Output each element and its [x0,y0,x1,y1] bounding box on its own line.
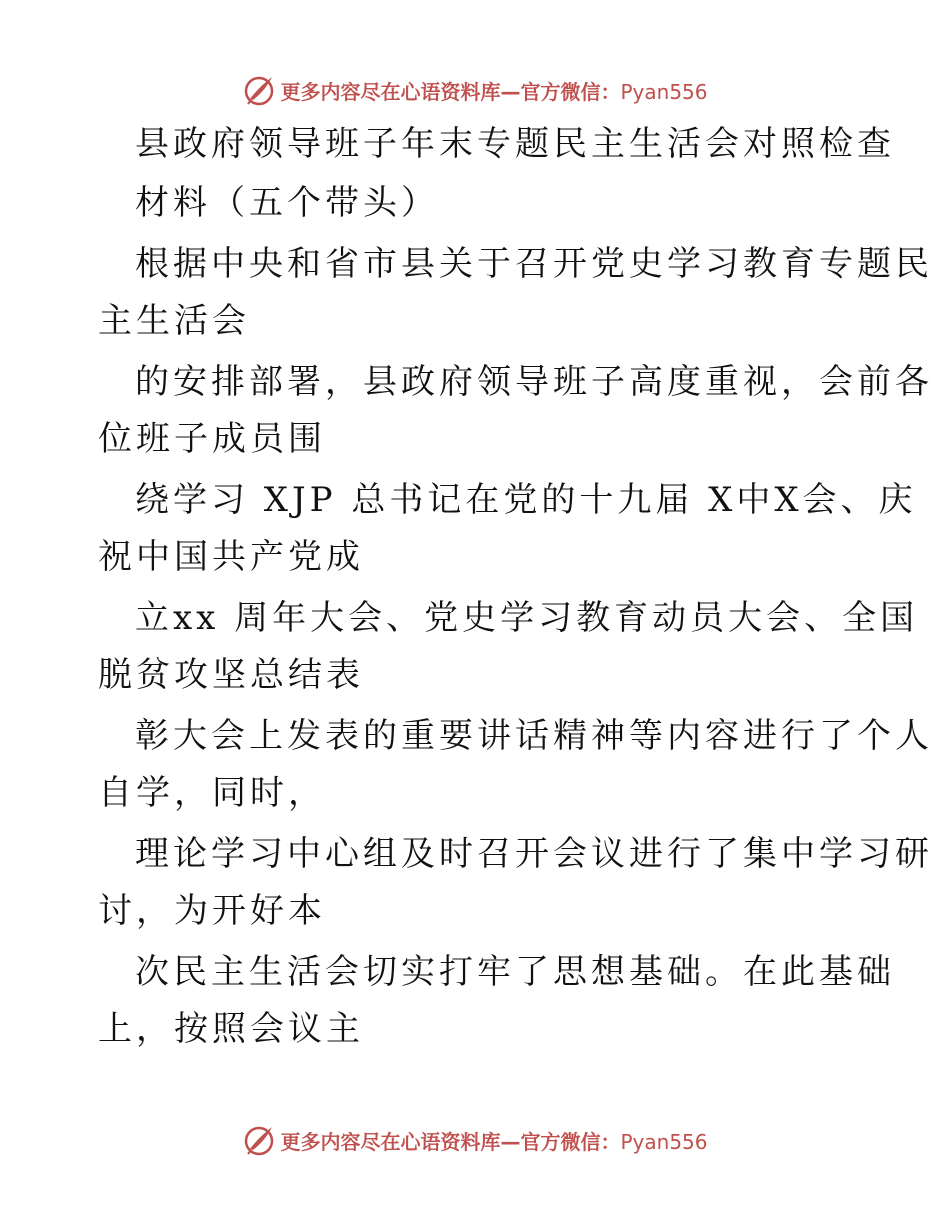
doc-line: 彰大会上发表的重要讲话精神等内容进行了个人 [135,716,933,756]
header-banner [0,70,950,110]
doc-line: 材料（五个带头） [135,183,439,223]
doc-line: 上，按照会议主 [98,1009,364,1049]
doc-line: 县政府领导班子年末专题民主生活会对照检查 [135,124,895,164]
footer-banner [0,1120,950,1160]
doc-line: 祝中国共产党成 [98,537,364,577]
doc-line: 脱贫攻坚总结表 [98,655,364,695]
doc-line: 立xx 周年大会、党史学习教育动员大会、全国 [135,598,919,638]
doc-line: 根据中央和省市县关于召开党史学习教育专题民 [135,244,933,284]
doc-line: 自学，同时， [98,773,326,813]
doc-line: 位班子成员围 [98,419,326,459]
banner-text: 更多内容尽在心语资料库—官方微信：Pyan556 [280,1129,708,1154]
doc-line: 的安排部署，县政府领导班子高度重视，会前各 [135,362,933,402]
doc-line: 次民主生活会切实打牢了思想基础。在此基础 [135,952,895,992]
quill-pen-logo-icon [242,1123,276,1157]
doc-line: 主生活会 [98,301,250,341]
doc-line: 理论学习中心组及时召开会议进行了集中学习研 [135,834,933,874]
doc-line: 绕学习 XJP 总书记在党的十九届 X中X会、庆 [135,480,917,520]
banner-text: 更多内容尽在心语资料库—官方微信：Pyan556 [280,79,708,104]
wechat-id: Pyan556 [620,1129,708,1154]
wechat-id: Pyan556 [620,79,708,104]
doc-line: 讨，为开好本 [98,891,326,931]
quill-pen-logo-icon [242,73,276,107]
